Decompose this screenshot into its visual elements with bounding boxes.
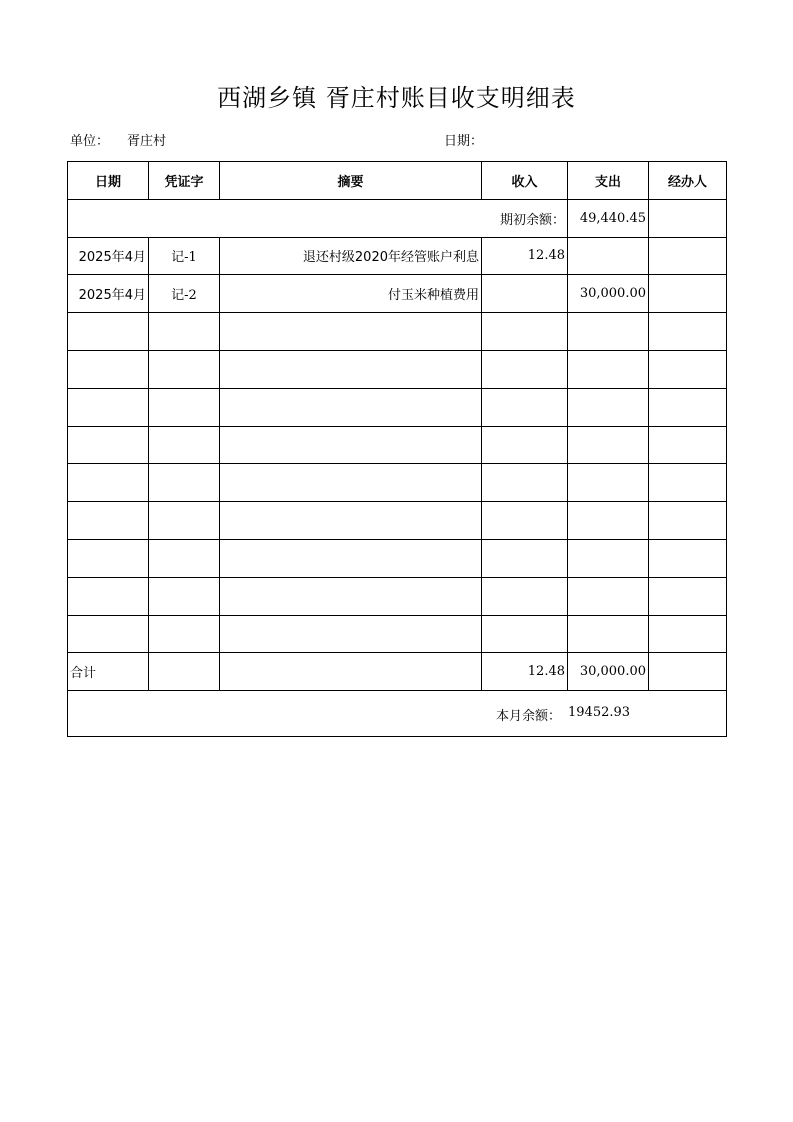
table-row [68, 426, 727, 464]
row-date [68, 388, 149, 426]
row-handler [649, 426, 727, 464]
row-handler [649, 237, 727, 275]
row-income [482, 426, 568, 464]
row-handler [649, 350, 727, 388]
date-label: 日期： [444, 134, 484, 149]
row-date [68, 426, 149, 464]
row-summary [220, 388, 482, 426]
row-expense [568, 350, 649, 388]
row-expense [568, 426, 649, 464]
row-voucher [149, 502, 220, 540]
header-voucher: 凭证字 [149, 162, 220, 200]
row-voucher [149, 350, 220, 388]
row-handler [649, 313, 727, 351]
row-voucher [149, 539, 220, 577]
table-row [68, 464, 727, 502]
page-title: 西湖乡镇 胥庄村账目收支明细表 [217, 84, 576, 112]
row-summary: 退还村级2020年经管账户利息 [220, 237, 482, 275]
row-voucher [149, 577, 220, 615]
row-date [68, 502, 149, 540]
row-expense [568, 237, 649, 275]
row-expense: 30,000.00 [568, 275, 649, 313]
header-income: 收入 [482, 162, 568, 200]
opening-balance-label: 期初余额： [68, 199, 568, 237]
row-expense [568, 539, 649, 577]
table-row [68, 388, 727, 426]
row-voucher [149, 313, 220, 351]
row-expense [568, 615, 649, 653]
total-expense: 30,000.00 [568, 653, 649, 691]
row-income [482, 275, 568, 313]
table-row [68, 577, 727, 615]
row-income [482, 388, 568, 426]
row-expense [568, 464, 649, 502]
table-row [68, 275, 727, 313]
row-summary [220, 426, 482, 464]
total-label: 合计 [68, 653, 149, 691]
closing-balance-label: 本月余额： [496, 709, 562, 725]
row-handler [649, 275, 727, 313]
row-summary [220, 502, 482, 540]
row-income [482, 464, 568, 502]
row-summary [220, 577, 482, 615]
table-row [68, 350, 727, 388]
opening-balance-value: 49,440.45 [568, 199, 649, 237]
table-row [68, 313, 727, 351]
row-summary [220, 350, 482, 388]
total-voucher-cell [149, 653, 220, 691]
closing-balance-row [68, 691, 727, 737]
header-handler: 经办人 [649, 162, 727, 200]
row-summary [220, 313, 482, 351]
closing-balance-cell [68, 691, 727, 737]
row-date: 2025年4月 [68, 275, 149, 313]
row-voucher [149, 388, 220, 426]
row-income [482, 539, 568, 577]
row-handler [649, 615, 727, 653]
row-income [482, 615, 568, 653]
row-handler [649, 502, 727, 540]
row-income [482, 313, 568, 351]
row-income [482, 502, 568, 540]
row-date: 2025年4月 [68, 237, 149, 275]
row-handler [649, 464, 727, 502]
row-date [68, 615, 149, 653]
total-handler-cell [649, 653, 727, 691]
row-expense [568, 388, 649, 426]
row-date [68, 539, 149, 577]
row-voucher [149, 615, 220, 653]
row-date [68, 464, 149, 502]
row-handler [649, 539, 727, 577]
row-expense [568, 502, 649, 540]
row-income [482, 577, 568, 615]
row-summary: 付玉米种植费用 [220, 275, 482, 313]
table-row [68, 539, 727, 577]
table-row [68, 502, 727, 540]
row-date [68, 313, 149, 351]
total-row [68, 653, 727, 691]
row-handler [649, 388, 727, 426]
header-date: 日期 [68, 162, 149, 200]
unit-label: 单位： [70, 134, 110, 149]
row-expense [568, 577, 649, 615]
total-income: 12.48 [482, 653, 568, 691]
table-row [68, 237, 727, 275]
row-summary [220, 615, 482, 653]
row-summary [220, 464, 482, 502]
row-voucher [149, 426, 220, 464]
row-voucher: 记-2 [149, 275, 220, 313]
header-expense: 支出 [568, 162, 649, 200]
row-date [68, 350, 149, 388]
ledger-table [67, 161, 727, 737]
row-income: 12.48 [482, 237, 568, 275]
row-handler [649, 577, 727, 615]
header-row [68, 162, 727, 200]
row-date [68, 577, 149, 615]
header-summary: 摘要 [220, 162, 482, 200]
unit-value: 胥庄村 [127, 134, 167, 149]
row-income [482, 350, 568, 388]
opening-handler-cell [649, 199, 727, 237]
table-row [68, 615, 727, 653]
total-summary-cell [220, 653, 482, 691]
row-summary [220, 539, 482, 577]
row-expense [568, 313, 649, 351]
row-voucher [149, 464, 220, 502]
closing-balance-value: 19452.93 [568, 705, 631, 721]
opening-balance-row [68, 199, 727, 237]
row-voucher: 记-1 [149, 237, 220, 275]
